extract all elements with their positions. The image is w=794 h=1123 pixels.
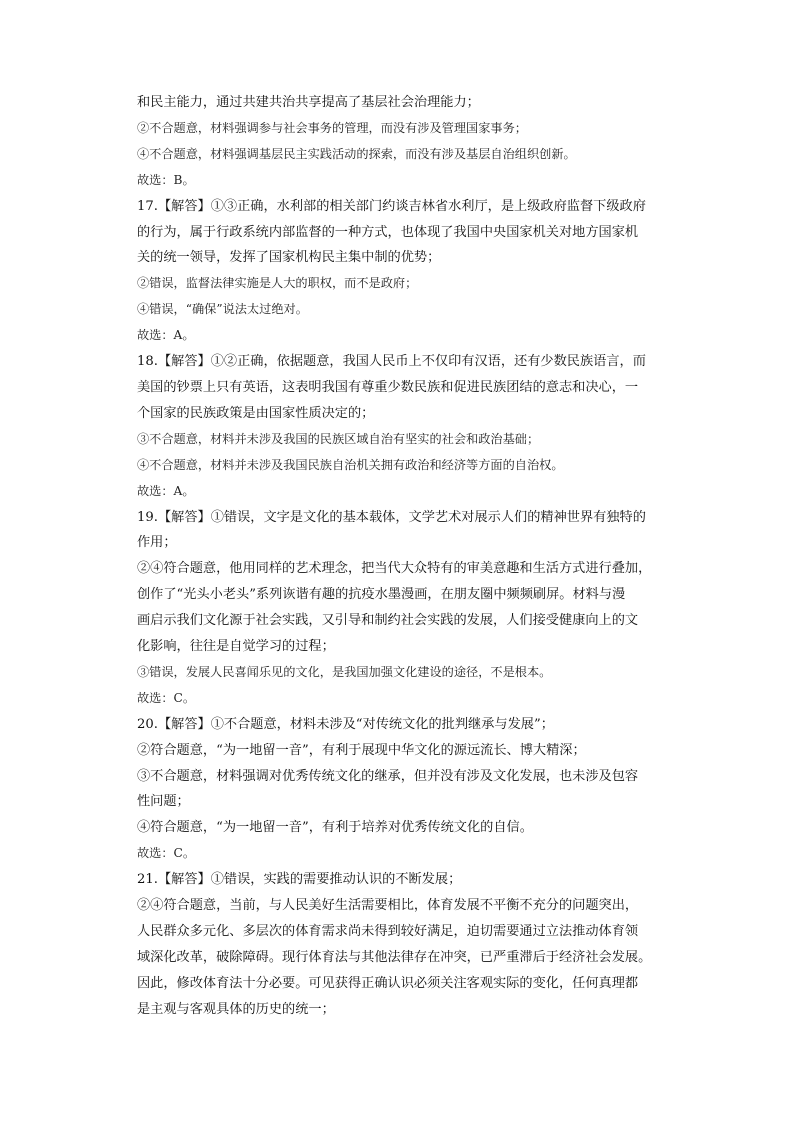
text-line: 关的统一领导，发挥了国家机构民主集中制的优势； [137,250,441,266]
text-line: ③不合题意，材料强调对优秀传统文化的继承，但并没有涉及文化发展，也未涉及包容 [137,768,639,784]
text-line: 创作了“光头小老头”系列诙谐有趣的抗疫水墨漫画，在朋友圈中频频刷屏。材料与漫 [137,587,626,603]
text-line: ④不合题意，材料强调基层民主实践活动的探索，而没有涉及基层自治组织创新。 [137,146,576,161]
text-line: ②符合题意，“为一地留一音”，有利于展现中华文化的源远流长、博大精深； [137,742,586,758]
text-line: ②错误，监督法律实施是人大的职权，而不是政府； [137,276,418,291]
text-line: ④符合题意，“为一地留一音”，有利于培养对优秀传统文化的自信。 [137,820,533,836]
text-line: 美国的钞票上只有英语，这表明我国有尊重少数民族和促进民族团结的意志和决心，一 [137,379,639,395]
text-line: 的行为，属于行政系统内部监督的一种方式，也体现了我国中央国家机关对地方国家机 [137,224,639,240]
text-line: ③不合题意，材料并未涉及我国的民族区域自治有坚实的社会和政治基础； [137,431,540,446]
text-line: 是主观与客观具体的历史的统一； [137,1001,335,1017]
text-line: 画启示我们文化源于社会实践，又引导和制约社会实践的发展，人们接受健康向上的文 [137,613,639,629]
text-line: 个国家的民族政策是由国家性质决定的； [137,405,375,421]
text-line: 故选：A。 [137,328,195,343]
text-line: 20.【解答】①不合题意，材料未涉及“对传统文化的批判继承与发展”； [137,716,554,732]
text-line: ②④符合题意，他用同样的艺术理念，把当代大众特有的审美意趣和生活方式进行叠加， [137,561,652,577]
text-line: 作用； [137,535,177,551]
text-line: ③错误，发展人民喜闻乐见的文化，是我国加强文化建设的途径，不是根本。 [137,664,552,679]
text-line: 18.【解答】①②正确，依据题意，我国人民币上不仅印有汉语，还有少数民族语言，而 [137,354,646,370]
text-line: ②④符合题意，当前，与人民美好生活需要相比，体育发展不平衡不充分的问题突出， [137,898,639,914]
text-line: 性问题； [137,794,190,810]
text-line: 故选：C。 [137,690,196,705]
text-line: 化影响，往往是自觉学习的过程； [137,639,335,655]
answer-text-block [137,90,665,1023]
text-line: 和民主能力，通过共建共治共享提高了基层社会治理能力； [137,95,480,110]
text-line: 故选：A。 [137,483,195,498]
text-line: 故选：B。 [137,172,195,187]
text-line: ④错误，“确保”说法太过绝对。 [137,302,308,317]
text-line: 17.【解答】①③正确，水利部的相关部门约谈吉林省水利厅，是上级政府监督下级政府 [137,198,646,214]
text-line: 故选：C。 [137,846,196,861]
text-line: ④不合题意，材料并未涉及我国民族自治机关拥有政治和经济等方面的自治权。 [137,457,564,472]
text-line: 19.【解答】①错误，文字是文化的基本载体，文学艺术对展示人们的精神世界有独特的 [137,509,646,525]
text-line: 因此，修改体育法十分必要。可见获得正确认识必须关注客观实际的变化，任何真理都 [137,975,639,991]
text-line: 域深化改革，破除障碍。现行体育法与其他法律存在冲突，已严重滞后于经济社会发展。 [137,949,652,965]
text-line: 21.【解答】①错误，实践的需要推动认识的不断发展； [137,872,462,888]
text-line: ②不合题意，材料强调参与社会事务的管理，而没有涉及管理国家事务； [137,120,527,135]
text-line: 人民群众多元化、多层次的体育需求尚未得到较好满足，迫切需要通过立法推动体育领 [137,924,639,939]
